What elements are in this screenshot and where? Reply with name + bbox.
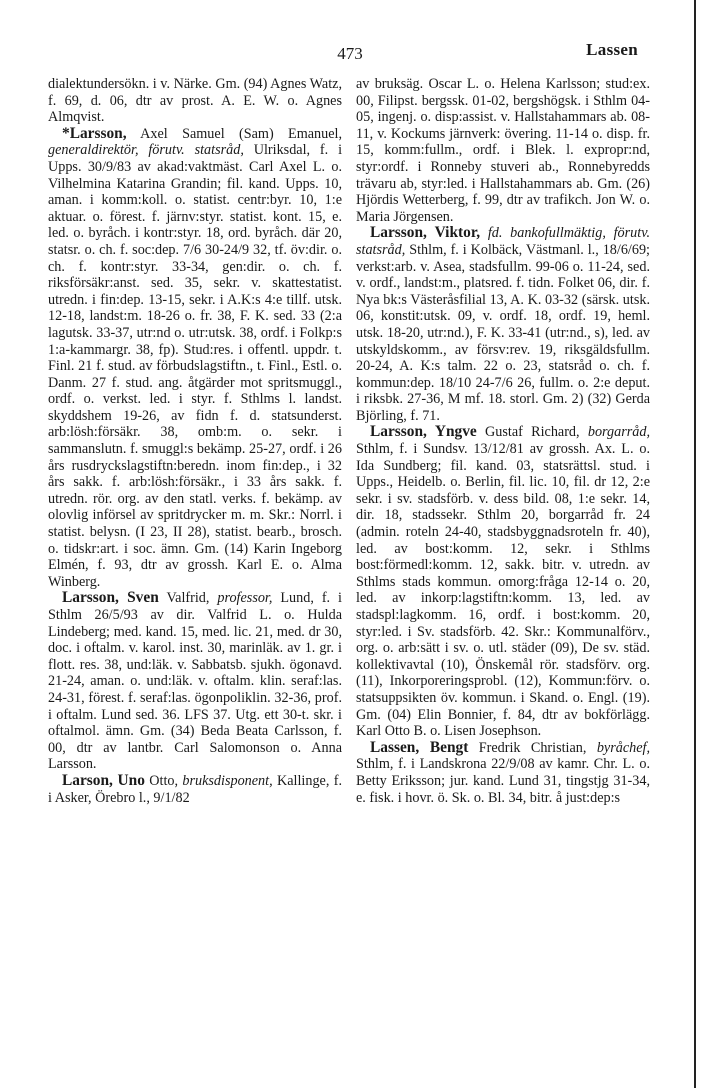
entry-text: Lund, f. i Sthlm 26/5/93 av dir. Valfrid L. o. Hulda Lindeberg; med. kand. 15, med. lic. 21, med. dr 30, doc. i oftalm. v. karol. inst. 30, marinläk. av 1. gr. i flott. res. 38, und:läk. v. Sabbatsb. sjukh. ögonavd. 21-24, aman. o. und:läk. v. oftalm. klin. seraf:las. 24-31, förest. f. seraf:las. ögonpoliklin. 32-36, prof. i oftalm. Lund sed. 36. LFS 37. Utg. ett 30-t. skr. i oftalmol. ämn. Gm. (34) Beda Beata Carlsson, f. 00, dtr av lantbr. Carl Salomonson o. Anna Larsson. [48, 590, 342, 773]
entry-larsson-sven [48, 590, 342, 773]
entry-continuation [356, 76, 650, 225]
entry-lassen-bengt [356, 740, 650, 806]
running-head: Lassen [586, 40, 638, 59]
entry-headword: Larsson, Yngve [370, 423, 477, 441]
entry-text: Ulriksdal, f. i Upps. 30/9/83 av akad:vaktmäst. Carl Axel L. o. Vilhelmina Katarina Grandin; fil. kand. Upps. 10, aman. i komm:koll. o. statist. centr:byr. 10, 1:e aktuar. o. förest. f. järnv:styr. statist. kont. 15, e. led. o. byråch. i kontr:styr. 18, ord. byråch. där 20, statsr. o. ch. f. soc:dep. 7/6 30-24/9 32, tf. öv:dir. o. ch. f. kontr:styr. 33-34, gen:dir. o. ch. f. riksförsäkr:anst. sed. 35, sekr. v. skattestatist. utredn. i fin:dep. 13-15, sekr. i A.K:s 4:e tillf. utsk. 12-18, landst:m. 18-26 o. fr. 38, F. K. sed. 33 (2:a lagutsk. 33-37, utr:nd o. utr:utsk. 38, ordf. i Folkp:s 1:a-kammargr. 38, fp). Stud:res. i offentl. uppdr. t. Finl. 21 f. stud. av förbudslagstiftn., t. Finl., Estl. o. Danm. 27 f. stud. ang. åtgärder mot spritsmuggl., ordf. o. verkst. led. i styr. f. Sthlms l. landst. skyddshem 19-26, av fidn f. d. statsunderst. arb:lösh:försäkr. 38, omb:m. o. sekr. i sammanslutn. f. smuggl:s bekämp. 25-27, ordf. i 26 års rusdryckslagstiftn:beredn. inom fin:dep., i 32 års sakk. f. arb:lösh:försäkr., i 33 års sakk. f. utredn. rör. org. av den statl. verks. f. bekämp. av olovlig införsel av spritdrycker m. m. Skr.: Norrl. i statist. belysn. (I 23, II 28), statist. bearb., brosch. o. tidskr:art. i soc. ämn. Gm. (14) Karin Ingeborg Elmén, f. 93, dtr av grossh. Karl E. o. Alma Winberg. [48, 142, 343, 590]
entry-headword: *Larsson, [62, 124, 127, 142]
entry-larson-uno [48, 773, 342, 806]
entry-title: bruksdisponent, [182, 772, 273, 789]
entry-text: Sthlm, f. i Sundsv. 13/12/81 av grossh. Ax. L. o. Ida Sundberg; fil. kand. 03, statsrättsl. stud. i Upps., Heidelb. o. Berlin, fil. lic. 10, fil. dr 12, 2:e sekr. i sv. stadsförb. v. dess bild. 08, 1:e sekr. 14, dir. 18, stadssekr. Sthlm 20, borgarråd fr. 24 (admin. roteln 24-40, stadsbyggnadsroteln fr. 40), led. av bost:komm. 12, sekr. i Sthlms bost:förmedl:komm. 12, sakk. bitr. v. utredn. av Sthlms stads kommun. omorg:fråga 12-14 o. 20, led. av inkorp:lagstiftn:komm. 13, led. av stadspl:lagkomm. 16, ordf. i bost:komm. 20, styr:led. i Sv. stadsförb. 42. Skr.: Kommunalförv., org. o. arb:sätt i sv. o. utl. städer (09), De sv. städ. kollektivavtal (10), Önskemål rör. stadsförv. org. (11), Inkorporeringsprobl. (12), Kommun:förv. o. statsuppsikten öv. kommun. i Skand. o. Engl. (19). Gm. (04) Elin Bonnier, f. 84, dtr av bokförlägg. Karl Otto B. o. Lisen Josephson. [356, 441, 650, 740]
entry-given-names [480, 225, 488, 241]
entry-larsson-viktor [356, 225, 650, 424]
entry-headword: Larson, [62, 771, 113, 789]
entry-text: av bruksäg. Oscar L. o. Helena Karlsson; stud:ex. 00, Filipst. bergssk. 01-02, bergshögsk. i Sthlm 04-05, ingenj. o. disp:assist. v. Hallstahammars ab. 08-11, v. Kockums järnverk: övering. 11-14 o. disp. fr. 15, komm:fullm., ordf. i Blek. l. expropr:nd, styr:ordf. i Ronneby stuveri ab., Ronnebyredds trävaru ab, styr:led. i Hallstahammars ab. Gm. (26) Hjördis Wetterberg, f. 99, dtr av trafikch. Jon W. o. Maria Jörgensen. [356, 76, 650, 225]
scan-edge-divider [694, 0, 696, 1088]
entry-text: Kallinge, f. i Asker, Örebro l., 9/1/82 [48, 772, 343, 806]
entry-title: byråchef, [596, 739, 650, 756]
entry-given-names: Otto, [144, 772, 183, 789]
entry-given-names: Fredrik Christian, [468, 739, 597, 756]
entry-larsson-sam [48, 126, 342, 591]
entry-title: generaldirektör, förutv. statsråd, [48, 142, 244, 159]
right-column [356, 76, 650, 806]
page-number: 473 [337, 44, 363, 63]
entry-continuation [48, 76, 342, 126]
entry-title: professor, [217, 590, 273, 607]
entry-text: Sthlm, f. i Landskrona 22/9/08 av kamr. Chr. L. o. Betty Eriksson; jur. kand. Lund 31, tingstjg 31-34, e. fisk. i hovr. ö. Sk. o. Bl. 34, bitr. å just:dep:s [356, 756, 650, 806]
entry-title: borgarråd, [587, 424, 650, 441]
entry-given-names: Axel Samuel (Sam) Emanuel, [126, 125, 342, 142]
entry-headword: Lassen, Bengt [370, 738, 469, 756]
entry-title: fd. bankofullmäktig, förutv. statsråd, [356, 225, 650, 258]
entry-larsson-yngve [356, 424, 650, 739]
entry-headword: Larsson, Viktor, [370, 224, 481, 242]
entry-given-names: Valfrid, [158, 590, 218, 607]
left-column [48, 76, 342, 806]
entry-headword-given: Uno [112, 771, 145, 789]
entry-headword-given: Sven [118, 589, 159, 607]
entry-headword: Larsson, [62, 589, 119, 607]
entry-text: dialektundersökn. i v. Närke. Gm. (94) Agnes Watz, f. 69, d. 06, dtr av prost. A. E. W. o. Agnes Almqvist. [48, 76, 342, 126]
entry-text: Sthlm, f. i Kolbäck, Västmanl. l., 18/6/69; verkst:arb. v. Asea, stadsfullm. 99-06 o. 11-24, sed. v. ordf., landst:m., platsred. f. tidn. Folket 06, dir. f. Nya bk:s Västeråsfilial 13, A. K. 03-32 (särsk. utsk. 06, konstit:utsk. 09, v. ordf. 18, ordf. 19, heml. utsk. 18-20, utr:nd.), F. K. 33-41 (utr:nd., s), led. av utskyldskomm., av försv:rev. 19, riksgäldsfullm. 20-24, A. K:s talm. 22 o. 23, statsråd o. ch. f. kommun:dep. 18/10 24-7/6 26, fullm. o. 2:e deput. i riksbk. 27-36, M mf. 18. storl. Gm. 2) (32) Gerda Björling, f. 71. [356, 241, 650, 424]
entry-given-names: Gustaf Richard, [476, 424, 588, 441]
